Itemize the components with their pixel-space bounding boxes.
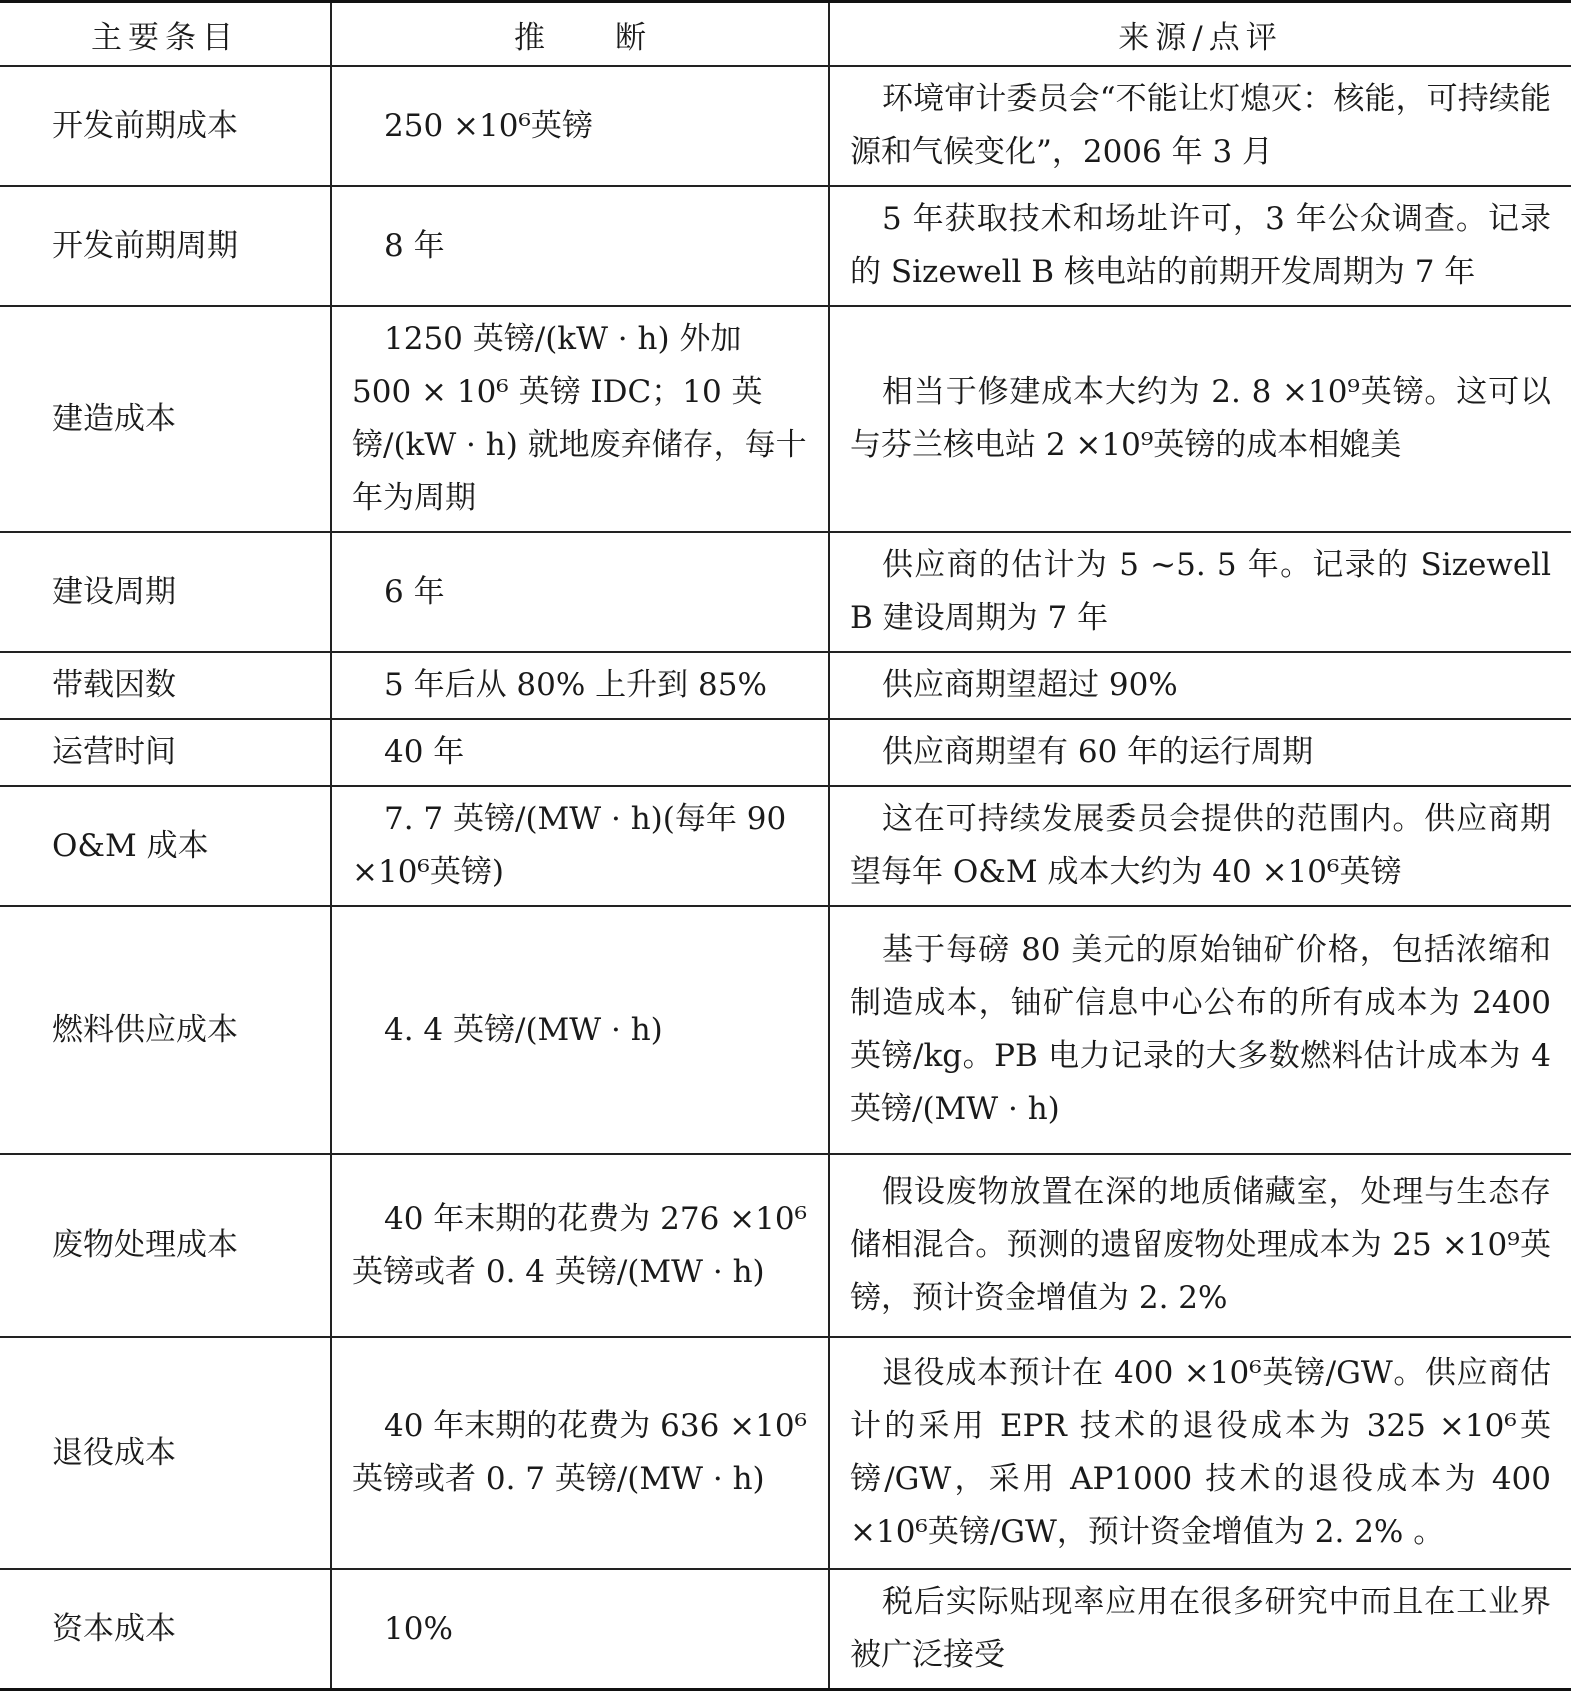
item-cell: 建造成本 [0,306,331,532]
item-cell: 带载因数 [0,652,331,719]
estimate-cell: 6 年 [331,532,829,652]
source-cell: 退役成本预计在 400 ×10⁶英镑/GW。供应商估计的采用 EPR 技术的退役成本为 325 ×10⁶英镑/GW，采用 AP1000 技术的退役成本为 400 ×10⁶英镑/GW，预计资金增值为 2. 2% 。 [829,1337,1571,1569]
table-row [0,786,1571,906]
source-cell: 环境审计委员会“不能让灯熄灭：核能，可持续能源和气候变化”，2006 年 3 月 [829,66,1571,186]
table-row [0,66,1571,186]
estimate-cell: 250 ×10⁶英镑 [331,66,829,186]
item-cell: O&M 成本 [0,786,331,906]
column-header-item: 主要条目 [0,2,331,67]
item-cell: 废物处理成本 [0,1154,331,1337]
estimate-cell: 1250 英镑/(kW · h) 外加 500 × 10⁶ 英镑 IDC；10 英镑/(kW · h) 就地废弃储存，每十年为周期 [331,306,829,532]
table-row [0,1337,1571,1569]
estimate-cell: 10% [331,1569,829,1690]
item-cell: 燃料供应成本 [0,906,331,1154]
estimate-cell: 4. 4 英镑/(MW · h) [331,906,829,1154]
source-cell: 5 年获取技术和场址许可，3 年公众调查。记录的 Sizewell B 核电站的前期开发周期为 7 年 [829,186,1571,306]
estimate-cell: 8 年 [331,186,829,306]
source-cell: 假设废物放置在深的地质储藏室，处理与生态存储相混合。预测的遗留废物处理成本为 25 ×10⁹英镑，预计资金增值为 2. 2% [829,1154,1571,1337]
table-row [0,306,1571,532]
source-cell: 相当于修建成本大约为 2. 8 ×10⁹英镑。这可以与芬兰核电站 2 ×10⁹英镑的成本相媲美 [829,306,1571,532]
estimate-cell: 40 年 [331,719,829,786]
table-row [0,186,1571,306]
column-header-source: 来源/点评 [829,2,1571,67]
source-cell: 供应商的估计为 5 ~5. 5 年。记录的 Sizewell B 建设周期为 7 年 [829,532,1571,652]
estimate-cell: 5 年后从 80% 上升到 85% [331,652,829,719]
table-row [0,906,1571,1154]
estimate-cell: 40 年末期的花费为 636 ×10⁶英镑或者 0. 7 英镑/(MW · h) [331,1337,829,1569]
table-row [0,1569,1571,1690]
item-cell: 开发前期成本 [0,66,331,186]
estimate-cell: 7. 7 英镑/(MW · h)(每年 90 ×10⁶英镑) [331,786,829,906]
item-cell: 退役成本 [0,1337,331,1569]
item-cell: 资本成本 [0,1569,331,1690]
table-row [0,719,1571,786]
header-row [0,2,1571,67]
table-row [0,1154,1571,1337]
item-cell: 建设周期 [0,532,331,652]
item-cell: 运营时间 [0,719,331,786]
source-cell: 供应商期望有 60 年的运行周期 [829,719,1571,786]
table-row [0,652,1571,719]
table-row [0,532,1571,652]
estimate-cell: 40 年末期的花费为 276 ×10⁶英镑或者 0. 4 英镑/(MW · h) [331,1154,829,1337]
source-cell: 基于每磅 80 美元的原始铀矿价格，包括浓缩和制造成本，铀矿信息中心公布的所有成本为 2400 英镑/kg。PB 电力记录的大多数燃料估计成本为 4 英镑/(MW · h) [829,906,1571,1154]
item-cell: 开发前期周期 [0,186,331,306]
source-cell: 供应商期望超过 90% [829,652,1571,719]
source-cell: 这在可持续发展委员会提供的范围内。供应商期望每年 O&M 成本大约为 40 ×10⁶英镑 [829,786,1571,906]
source-cell: 税后实际贴现率应用在很多研究中而且在工业界被广泛接受 [829,1569,1571,1690]
column-header-estimate: 推断 [331,2,829,67]
